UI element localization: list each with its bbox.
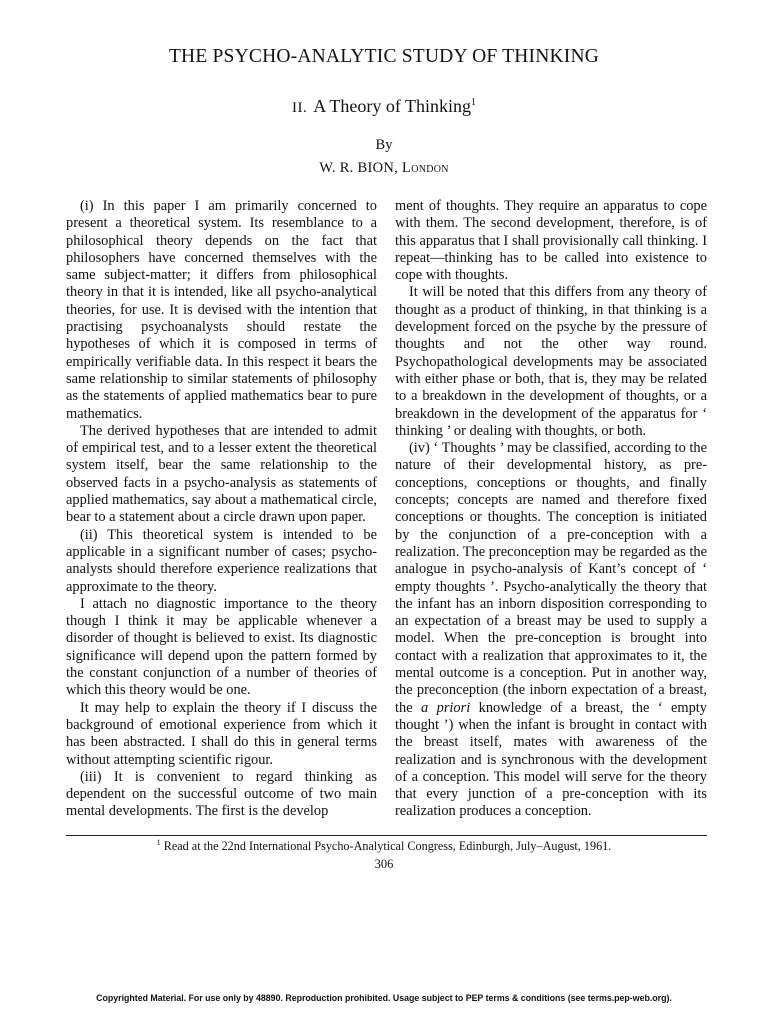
footnote-text: Read at the 22nd International Psycho-Analytical Congress, Edinburgh, July–August, 1961.: [163, 839, 612, 854]
subtitle-text: A Theory of Thinking: [313, 96, 472, 116]
paragraph: I attach no diagnostic importance to the theory though I think it may be applicable whenever a disorder of thought is believed to exist. Its diagnostic significance will depend upon the pattern formed by the constant conjunction of a number of theories of which this theory would be one.: [66, 595, 377, 699]
paragraph: It will be noted that this differs from any theory of thought as a product of thinking, in that thinking is a development forced on the psyche by the pressure of thoughts and not the other way round. Psychopathological developments may be associated with either phase or both, that is, they may be related to a breakdown in the development of thoughts, or a breakdown in the development of the apparatus for ‘ thinking ’ or dealing with thoughts, or both.: [395, 284, 707, 439]
paragraph: It may help to explain the theory if I discuss the background of emotional experience from which it has been abstracted. I shall do this in general terms without attempting scientific rigour.: [66, 699, 377, 768]
paragraph: (iii) It is convenient to regard thinking as dependent on the successful outcome of two main mental developments. The first is the develop: [66, 768, 377, 820]
footnote: [0, 838, 768, 854]
paragraph: (i) In this paper I am primarily concerned to present a theoretical system. Its resemblance to a philosophical theory depends on the fact that philosophers have concerned themselves with the same subject-matter; it differs from philosophical theory in that it is intended, like all psycho-analytical theories, for use. It is devised with the intention that practising psychoanalysts should restate the hypotheses of which it is composed in terms of empirically verifiable data. In this respect it bears the same relationship to similar statements of philosophy as the statements of applied mathematics bear to pure mathematics.: [66, 198, 377, 422]
footnote-mark: 1: [156, 838, 161, 847]
subtitle-footnote-mark: 1: [471, 97, 477, 108]
subtitle-number: II.: [291, 100, 308, 116]
footnote-divider: [66, 835, 707, 836]
left-column: [66, 198, 377, 821]
author-line: [0, 160, 768, 177]
author-location: London: [402, 160, 449, 176]
paragraph-continued: ment of thoughts. They require an apparatus to cope with them. The second development, therefore, is of this apparatus that I shall provisionally call thinking. I repeat—thinking has to be called into existence to cope with thoughts.: [395, 198, 707, 284]
page-number: 306: [374, 857, 394, 871]
italic-phrase: a priori: [421, 699, 471, 716]
paragraph-text: (iv) ‘ Thoughts ’ may be classified, according to the nature of their developmental history, as pre-conceptions, conceptions or thoughts, and finally concepts; concepts are named and therefore fixed conceptions or thoughts. The conception is initiated by the conjunction of a pre-conception with a realization. The preconception may be regarded as the analogue in psycho-analysis of Kant’s concept of ‘ empty thoughts ’. Psycho-analytically the theory that the infant has an inborn disposition corresponding to an expectation of a breast may be used to supply a model. When the pre-conception is brought into contact with a realization that approximates to it, the mental outcome is a conception. Put in another way, the preconception (the inborn expectation of a breast, the: [395, 440, 707, 716]
paragraph: [395, 440, 707, 821]
paragraph: (ii) This theoretical system is intended to be applicable in a significant number of cases; psycho-analysts should therefore experience realizations that approximate to the theory.: [66, 526, 377, 595]
copyright-notice: Copyrighted Material. For use only by 48890. Reproduction prohibited. Usage subject to PEP terms & conditions (see terms.pep-web.org).: [96, 993, 672, 1003]
paragraph-text: knowledge of a breast, the ‘ empty thought ’) when the infant is brought in contact with the breast itself, mates with awareness of the realization and is synchronous with the development of a conception. This model will serve for the theory that every junction of a pre-conception with its realization produces a conception.: [395, 699, 707, 820]
byline: By: [375, 137, 393, 153]
article-series-title: THE PSYCHO-ANALYTIC STUDY OF THINKING: [168, 46, 600, 67]
right-column: [395, 198, 707, 821]
paragraph: The derived hypotheses that are intended to admit of empirical test, and to a lesser extent the theoretical system itself, bear the same relationship to the observed facts in a psycho-analysis as statements of applied mathematics, say about a mathematical circle, bear to a statement about a circle drawn upon paper.: [66, 422, 377, 526]
author-name: W. R. BION,: [319, 160, 399, 176]
article-subtitle: [0, 96, 768, 117]
